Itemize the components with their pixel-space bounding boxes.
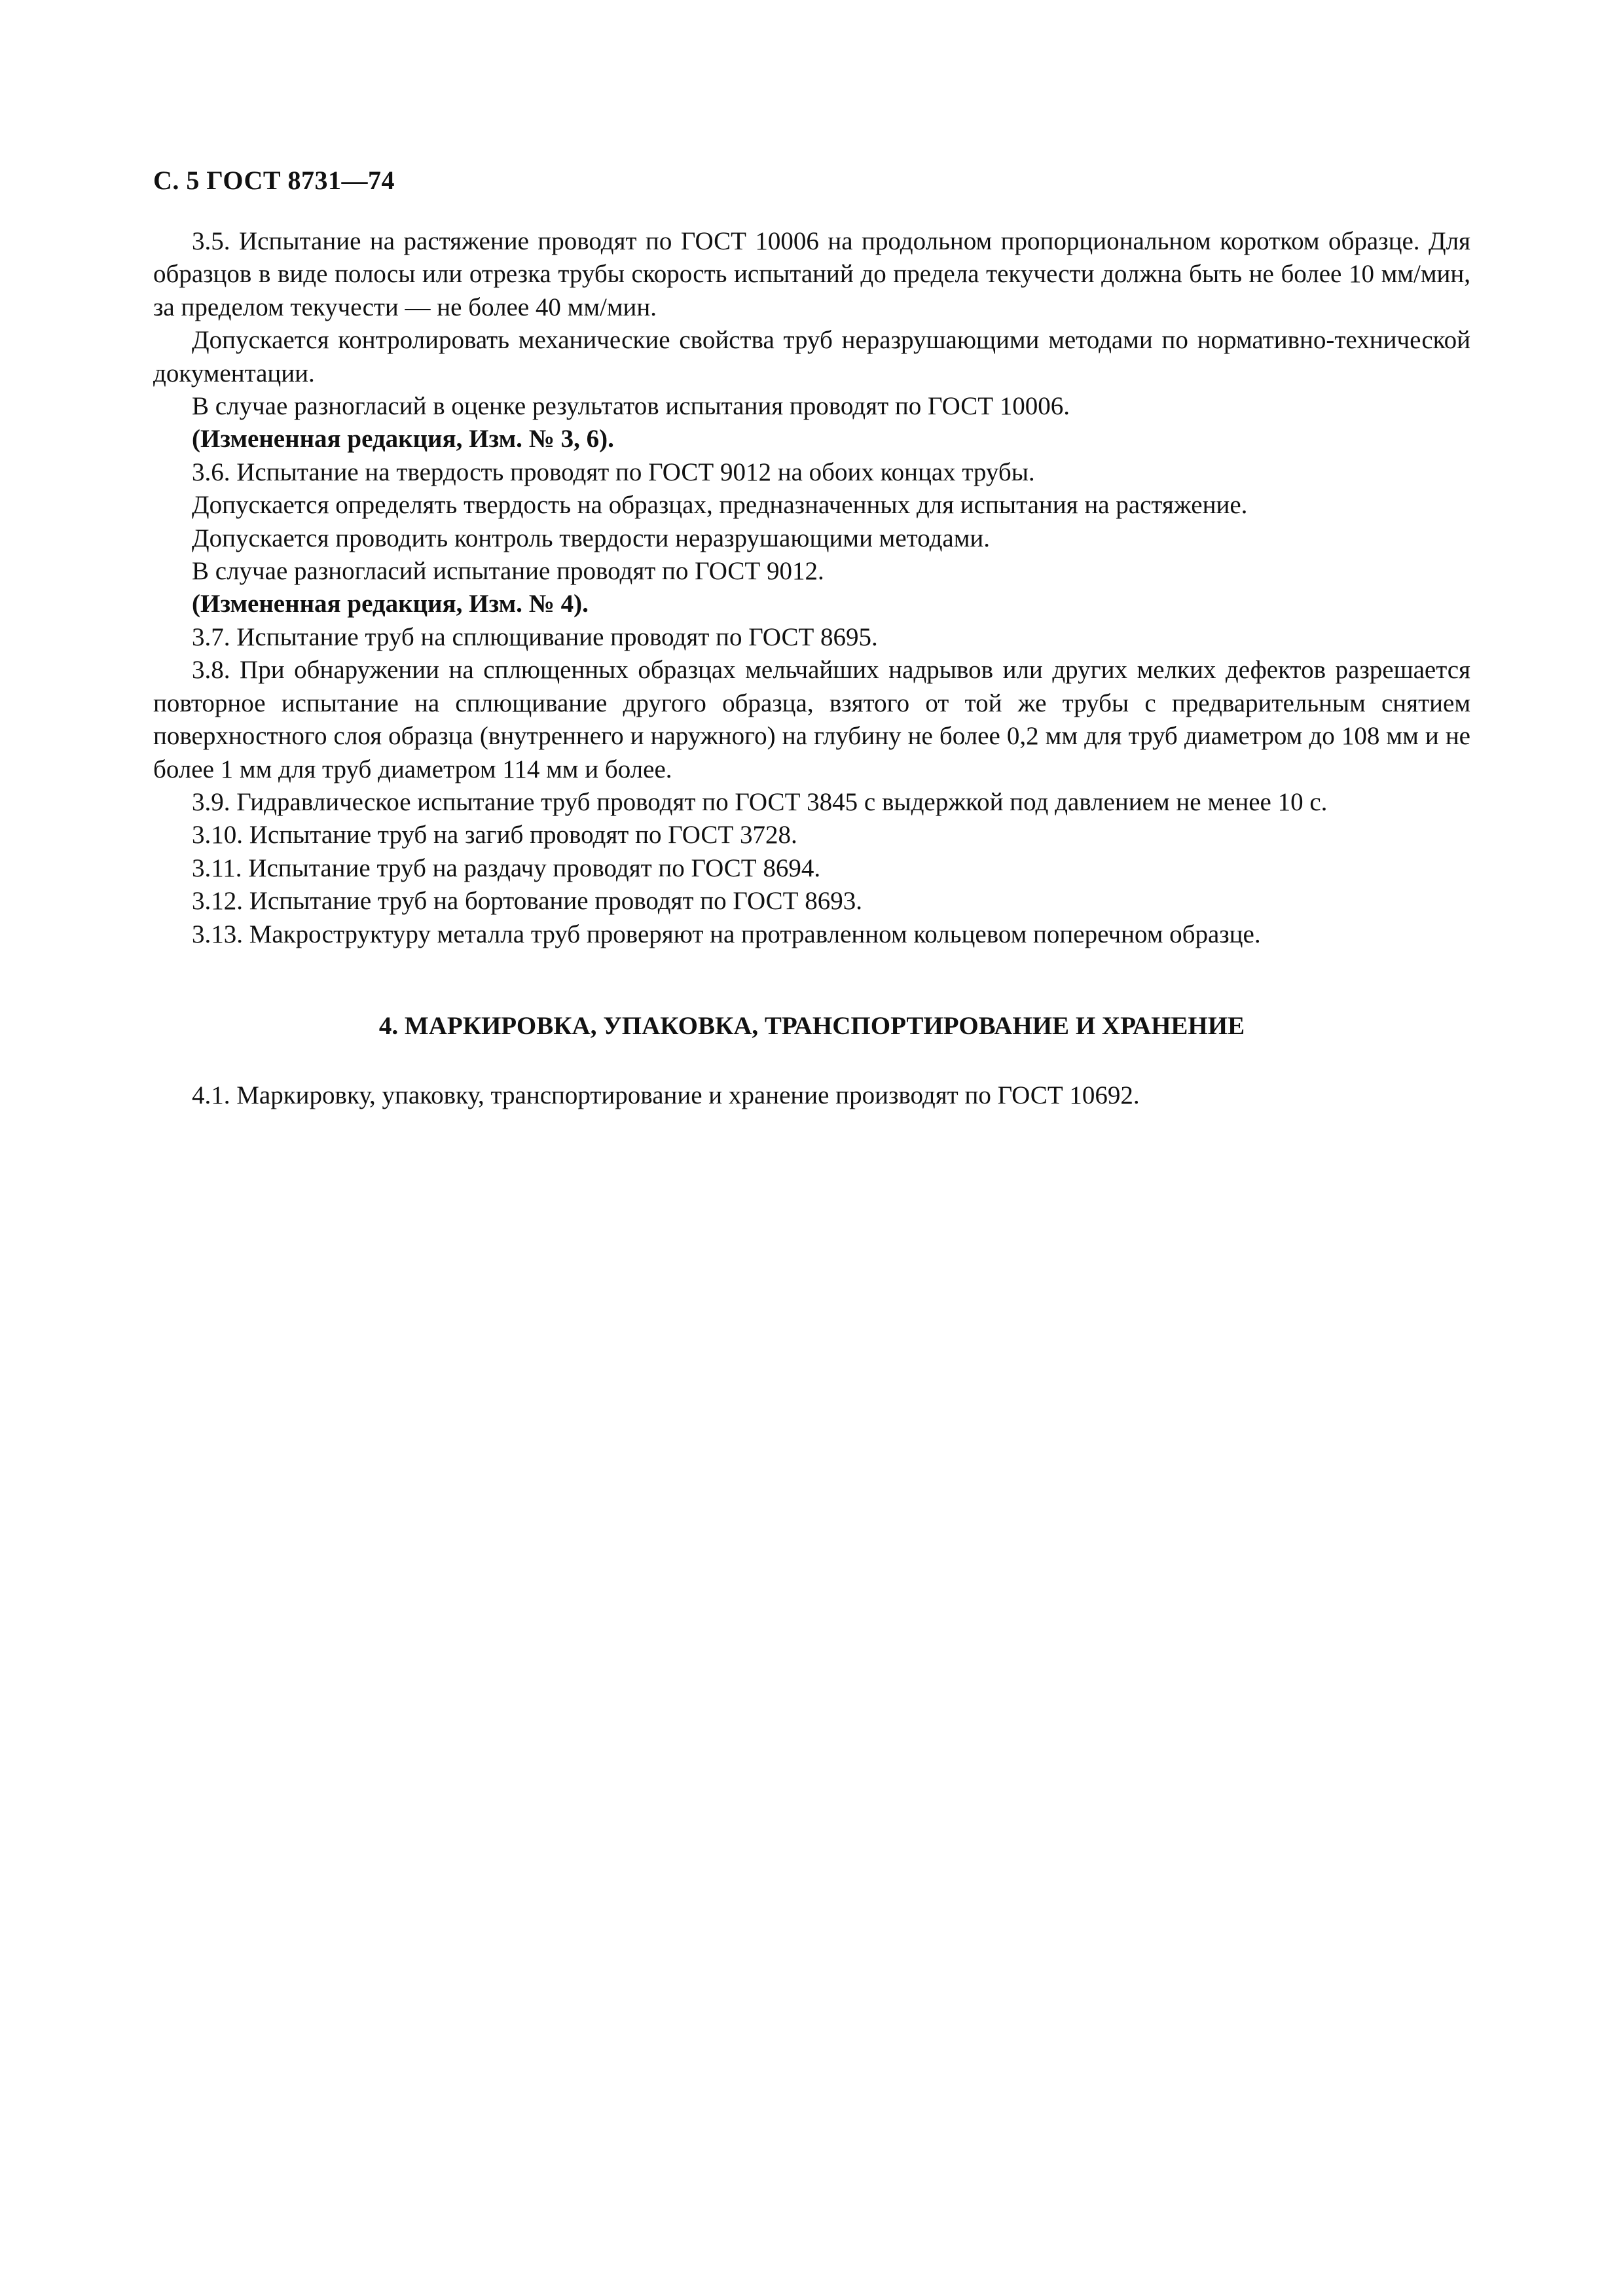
paragraph-4-1: 4.1. Маркировку, упаковку, транспортирование и хранение производят по ГОСТ 10692. xyxy=(192,1081,1140,1109)
paragraph-3-10: 3.10. Испытание труб на загиб проводят по ГОСТ 3728. xyxy=(192,821,797,850)
paragraph-3-9: 3.9. Гидравлическое испытание труб проводят по ГОСТ 3845 с выдержкой под давлением не менее 10 с. xyxy=(192,787,1328,816)
paragraph-3-6-note-nondestructive: Допускается проводить контроль твердости неразрушающими методами. xyxy=(192,524,991,552)
revision-note-3-6: (Измененная редакция, Изм. № 4). xyxy=(192,590,589,619)
paragraph-3-5-note-nondestructive: Допускается контролировать механические свойства труб неразрушающими методами по нормативно-технической документации. xyxy=(153,326,1470,387)
paragraph-3-6: 3.6. Испытание на твердость проводят по ГОСТ 9012 на обоих концах трубы. xyxy=(192,457,1035,486)
paragraph-3-6-note-disagreement: В случае разногласий испытание проводят по ГОСТ 9012. xyxy=(192,557,824,586)
paragraph-3-5-note-disagreement: В случае разногласий в оценке результатов испытания проводят по ГОСТ 10006. xyxy=(192,392,1070,421)
paragraph-3-8: 3.8. При обнаружении на сплющенных образцах мельчайших надрывов или других мелких дефектов разрешается повторное испытание на сплющивание другого образца, взятого от той же трубы с предварительным снятием поверхностного слоя образца (внутреннего и наружного) на глубину не более 0,2 мм для труб диаметром до 108 мм и не более 1 мм для труб диаметром 114 мм и более. xyxy=(153,656,1470,783)
section-3-body xyxy=(153,225,1470,951)
paragraph-3-11: 3.11. Испытание труб на раздачу проводят по ГОСТ 8694. xyxy=(192,853,821,882)
paragraph-3-5: 3.5. Испытание на растяжение проводят по ГОСТ 10006 на продольном пропорциональном коротком образце. Для образцов в виде полосы или отрезка трубы скорость испытаний до предела текучести должна быть не более 10 мм/мин, за пределом текучести — не более 40 мм/мин. xyxy=(153,227,1470,321)
page-header: С. 5 ГОСТ 8731—74 xyxy=(153,166,395,195)
revision-note-3-5: (Измененная редакция, Изм. № 3, 6). xyxy=(192,425,614,454)
paragraph-3-6-note-samples: Допускается определять твердость на образцах, предназначенных для испытания на растяжение. xyxy=(192,491,1248,520)
paragraph-3-12: 3.12. Испытание труб на бортование проводят по ГОСТ 8693. xyxy=(192,887,862,916)
paragraph-3-13: 3.13. Макроструктуру металла труб проверяют на протравленном кольцевом поперечном образце. xyxy=(192,920,1261,948)
section-4-body xyxy=(153,1079,1470,1112)
paragraph-3-7: 3.7. Испытание труб на сплющивание проводят по ГОСТ 8695. xyxy=(192,622,878,651)
section-4-heading: 4. МАРКИРОВКА, УПАКОВКА, ТРАНСПОРТИРОВАНИЕ И ХРАНЕНИЕ xyxy=(378,1012,1245,1040)
